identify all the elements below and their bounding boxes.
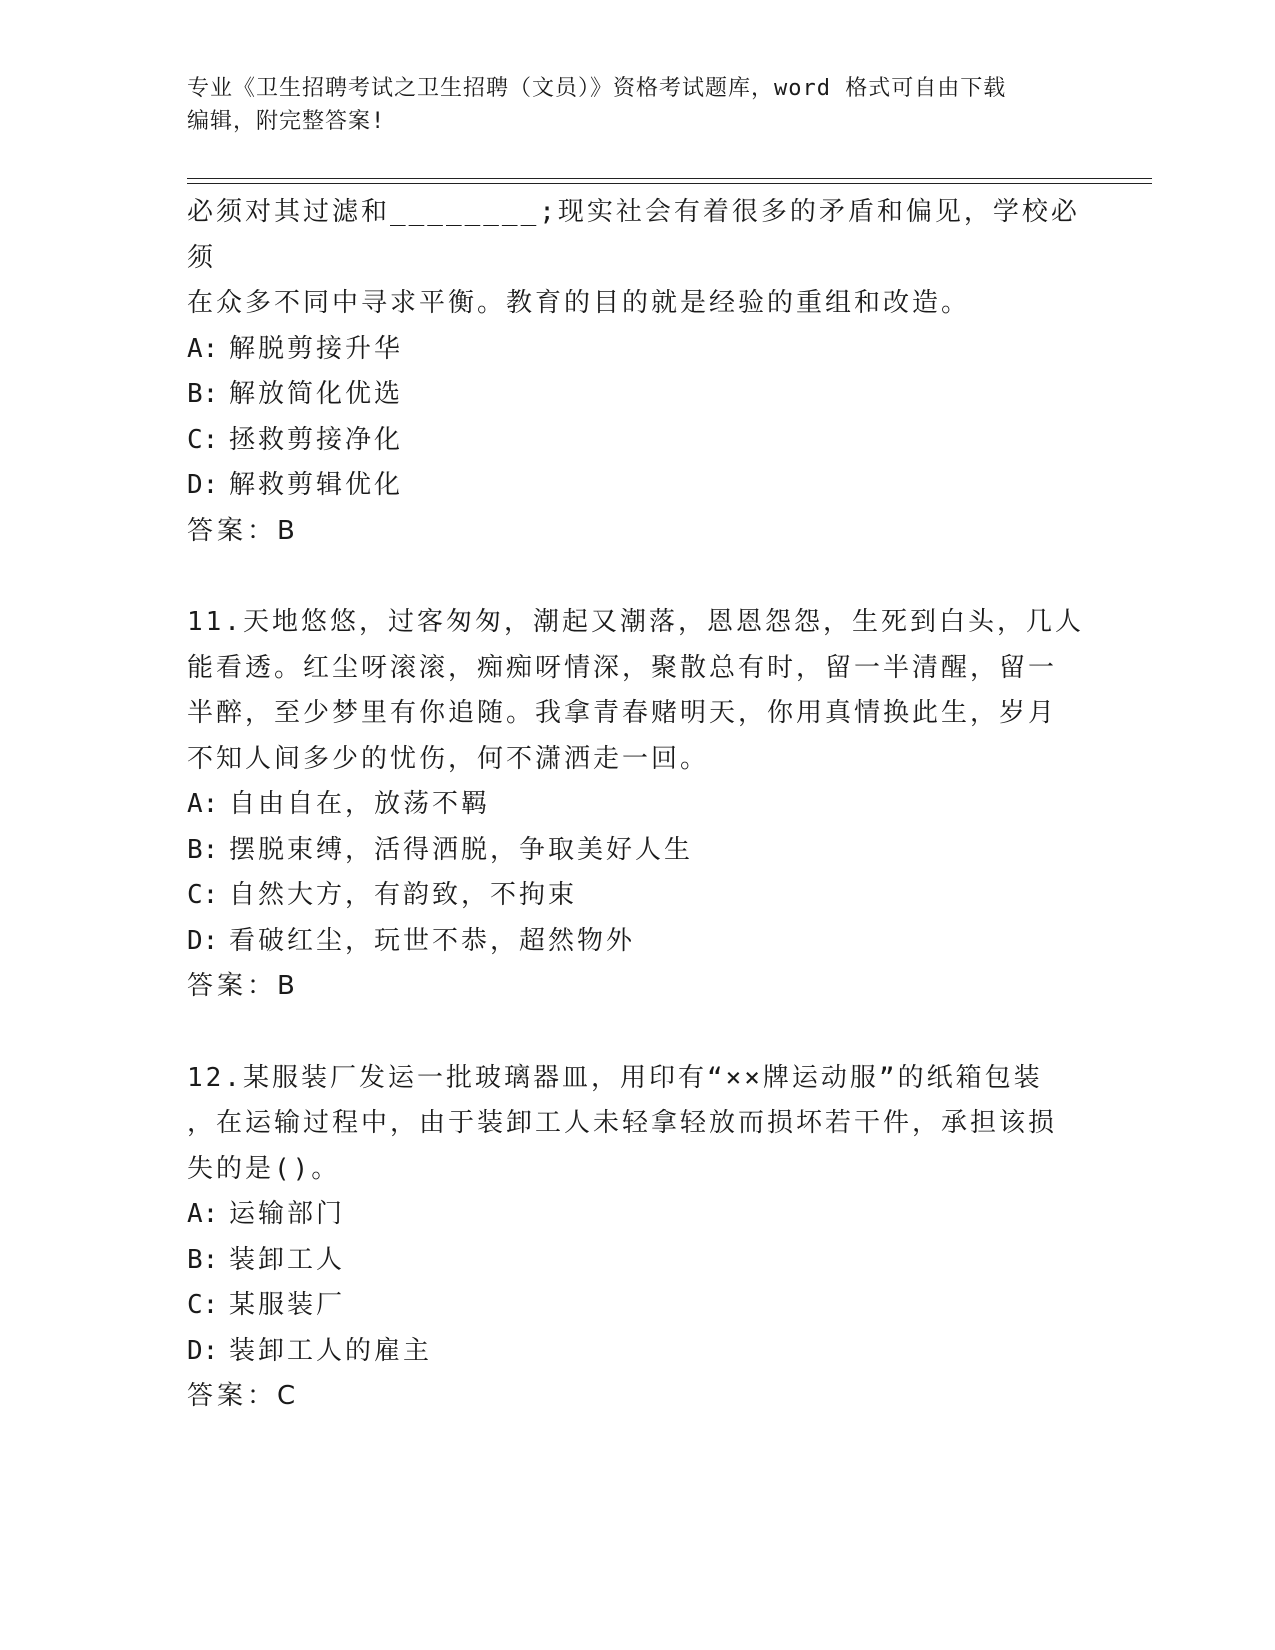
option-c: [187, 418, 1087, 464]
option-text: 装卸工人的雇主: [229, 1335, 433, 1366]
option-text: 运输部门: [229, 1199, 346, 1229]
option-a: [187, 1192, 1087, 1238]
option-text: 装卸工人: [229, 1244, 346, 1275]
option-key: A:: [187, 333, 219, 364]
question-10: [187, 190, 1087, 554]
question-text-line: 必须对其过滤和________;现实社会有着很多的矛盾和偏见，学校必须: [187, 197, 1080, 273]
option-key: C:: [187, 1290, 219, 1320]
option-key: D:: [187, 1335, 219, 1366]
option-key: A:: [187, 789, 219, 819]
question-text-line: 半醉，至少梦里有你追随。我拿青春赌明天，你用真情换此生，岁月: [187, 698, 1058, 728]
option-key: D:: [187, 470, 219, 500]
question-text-line: 能看透。红尘呀滚滚，痴痴呀情深，聚散总有时，留一半清醒，留一: [187, 652, 1058, 683]
option-text: 解救剪辑优化: [229, 470, 404, 500]
question-text-line: 不知人间多少的忧伤，何不潇洒走一回。: [187, 743, 710, 774]
answer-line: 答案：C: [187, 1381, 300, 1411]
option-text: 解脱剪接升华: [229, 333, 404, 364]
option-d: [187, 1329, 1087, 1375]
answer-line: 答案：B: [187, 515, 299, 546]
option-b: [187, 828, 1087, 874]
header-line-1: 专业《卫生招聘考试之卫生招聘（文员）》资格考试题库，word 格式可自由下载: [187, 76, 1007, 101]
option-text: 拯救剪接净化: [229, 424, 404, 455]
document-header: [187, 72, 1087, 138]
option-c: [187, 873, 1087, 919]
question-spacer: [187, 1010, 1087, 1056]
option-text: 解放简化优选: [229, 379, 404, 409]
question-text-line: 失的是()。: [187, 1153, 341, 1184]
option-c: [187, 1283, 1087, 1329]
question-11: [187, 600, 1087, 1010]
option-d: [187, 463, 1087, 509]
option-text: 看破红尘，玩世不恭，超然物外: [229, 925, 636, 956]
header-divider-top: [187, 178, 1152, 179]
option-text: 自由自在，放荡不羁: [229, 789, 491, 819]
option-b: [187, 372, 1087, 418]
option-text: 摆脱束缚，活得洒脱，争取美好人生: [229, 834, 694, 865]
option-key: B:: [187, 834, 219, 865]
option-key: D:: [187, 925, 219, 956]
question-text-line: 11.天地悠悠，过客匆匆，潮起又潮落，恩恩怨怨，生死到白头，几人: [187, 607, 1084, 637]
option-a: [187, 327, 1087, 373]
question-text-line: 12.某服装厂发运一批玻璃器皿，用印有“××牌运动服”的纸箱包装: [187, 1062, 1043, 1093]
option-key: B:: [187, 1244, 219, 1275]
option-key: C:: [187, 880, 219, 910]
option-b: [187, 1238, 1087, 1284]
question-content: [187, 190, 1087, 1420]
question-12: [187, 1056, 1087, 1420]
option-key: C:: [187, 424, 219, 455]
option-key: A:: [187, 1199, 219, 1229]
option-text: 自然大方，有韵致，不拘束: [229, 880, 578, 910]
header-line-2: 编辑，附完整答案!: [187, 109, 386, 134]
question-spacer: [187, 554, 1087, 600]
option-key: B:: [187, 379, 219, 409]
option-a: [187, 782, 1087, 828]
question-text-line: 在众多不同中寻求平衡。教育的目的就是经验的重组和改造。: [187, 288, 971, 318]
header-divider-bottom: [187, 183, 1152, 184]
question-text-line: ，在运输过程中，由于装卸工人未轻拿轻放而损坏若干件，承担该损: [187, 1108, 1058, 1138]
option-d: [187, 919, 1087, 965]
option-text: 某服装厂: [229, 1290, 346, 1320]
answer-line: 答案：B: [187, 971, 299, 1001]
